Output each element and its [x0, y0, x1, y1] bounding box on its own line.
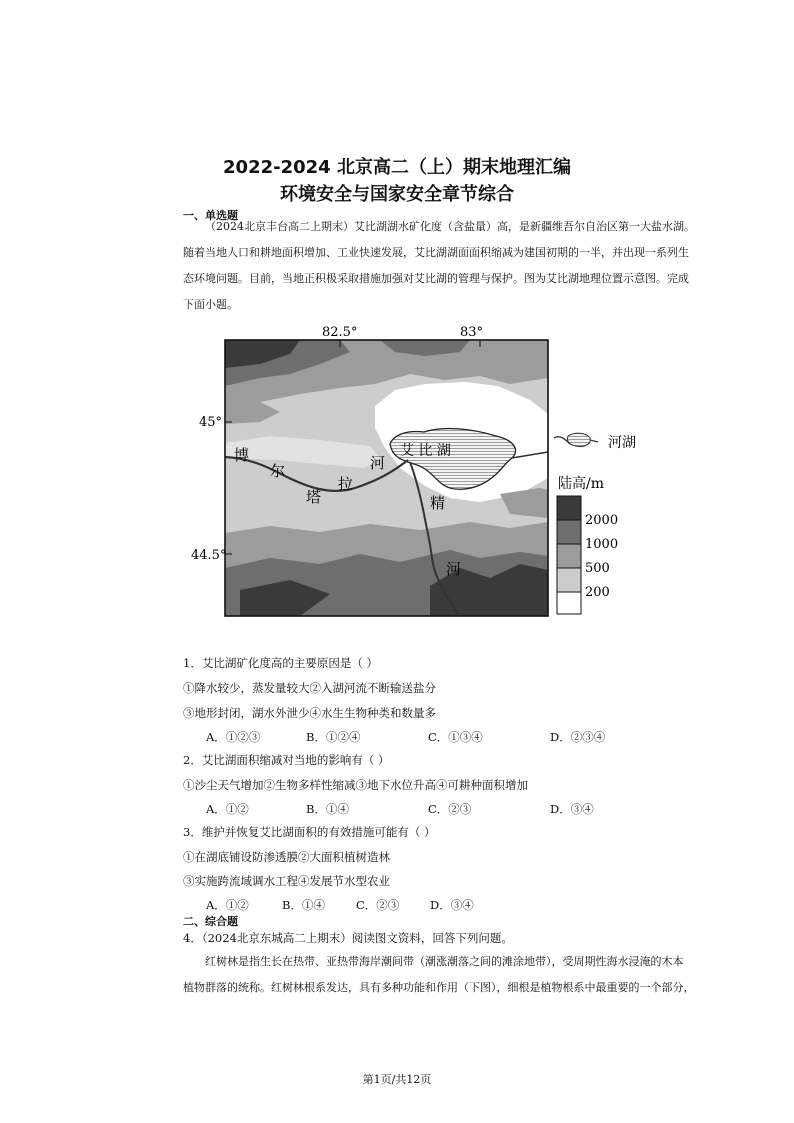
intro-line: 随着当地人口和耕地面积增加、工业快速发展，艾比湖湖面面积缩减为建国初期的一半，并出现一系列生: [183, 246, 689, 259]
question-1-statements: ③地形封闭，湖水外泄少④水生生物种类和数量多: [183, 706, 436, 720]
legend-swatch: [557, 592, 581, 614]
legend-level: 200: [585, 585, 610, 600]
aibi-lake-location-map: [180, 318, 660, 623]
option-d[interactable]: D．②③④: [550, 730, 606, 744]
question-3-stem: 3．维护并恢复艾比湖面积的有效措施可能有（ ）: [183, 825, 436, 839]
page-title: 2022-2024 北京高二（上）期末地理汇编: [223, 157, 571, 178]
option-c[interactable]: C．①③④: [428, 730, 483, 744]
question-3-statements: ①在湖底铺设防渗透膜②大面积植树造林: [183, 850, 390, 864]
question-1-statements: ①降水较少，蒸发量较大②入湖河流不断输送盐分: [183, 681, 436, 695]
lat-label: 44.5°: [191, 548, 227, 563]
question-2-statements: ①沙尘天气增加②生物多样性缩减③地下水位升高④可耕种面积增加: [183, 778, 528, 792]
river-char: 塔: [306, 488, 322, 506]
river-char: 拉: [338, 475, 354, 493]
option-b[interactable]: B．①④: [306, 802, 349, 816]
river-char: 博: [234, 446, 250, 464]
intro-line: （2024北京丰台高二上期末）艾比湖湖水矿化度（含盐量）高，是新疆维吾尔自治区第一大盐水湖。: [205, 220, 695, 233]
legend-swatch: [557, 496, 581, 520]
option-c[interactable]: C．②③: [356, 898, 400, 912]
legend-level: 500: [585, 561, 610, 576]
question-1-stem: 1．艾比湖矿化度高的主要原因是（ ）: [183, 656, 378, 670]
option-c[interactable]: C．②③: [428, 802, 472, 816]
legend-level: 1000: [585, 537, 619, 552]
option-a[interactable]: A．①②: [206, 898, 249, 912]
material-line: 红树林是指生长在热带、亚热带海岸潮间带（潮涨潮落之间的滩涂地带），受周期性海水浸淹的木本: [205, 955, 684, 968]
option-b[interactable]: B．①④: [282, 898, 325, 912]
question-4-material: [183, 949, 773, 1001]
river-char: 精: [430, 494, 446, 512]
material-line: 植物群落的统称。红树林根系发达，具有多种功能和作用（下图），细根是植物根系中最重要的一个部分，: [183, 981, 695, 994]
river-char: 河: [446, 560, 462, 578]
page-subtitle: 环境安全与国家安全章节综合: [280, 184, 514, 205]
legend-elevation: [557, 475, 618, 614]
legend-label: 河湖: [608, 435, 636, 451]
option-d[interactable]: D．③④: [430, 898, 474, 912]
legend-level: 2000: [585, 513, 619, 528]
intro-line: 下面小题。: [183, 298, 238, 311]
legend-swatch: [557, 520, 581, 544]
option-a[interactable]: A．①②: [206, 802, 249, 816]
river-char: 尔: [270, 462, 286, 480]
lat-label: 45°: [199, 415, 223, 430]
option-d[interactable]: D．③④: [550, 802, 594, 816]
lon-label: 82.5°: [322, 325, 358, 340]
lake-name-label: 艾 比 湖: [400, 443, 451, 459]
section-heading-single-choice: 一、单选题: [183, 209, 238, 222]
page-number: 第1页/共12页: [362, 1073, 432, 1086]
legend-swatch: [557, 544, 581, 568]
option-a[interactable]: A．①②③: [206, 730, 261, 744]
question-3-statements: ③实施跨流域调水工程④发展节水型农业: [183, 874, 390, 888]
question-2-stem: 2．艾比湖面积缩减对当地的影响有（ ）: [183, 753, 390, 767]
legend-river-lake: [554, 433, 636, 451]
option-b[interactable]: B．①②④: [306, 730, 361, 744]
intro-line: 态环境问题。目前，当地正积极采取措施加强对艾比湖的管理与保护。图为艾比湖地理位置示意图。完成: [183, 272, 689, 285]
section-heading-comprehensive: 二、综合题: [183, 915, 238, 928]
legend-title: 陆高/m: [558, 476, 604, 492]
legend-swatch: [557, 568, 581, 592]
river-char: 河: [370, 454, 386, 472]
intro-paragraph: [183, 214, 773, 318]
question-4-stem: 4．（2024北京东城高二上期末）阅读图文资料，回答下列问题。: [183, 931, 513, 945]
lon-label: 83°: [460, 325, 484, 340]
